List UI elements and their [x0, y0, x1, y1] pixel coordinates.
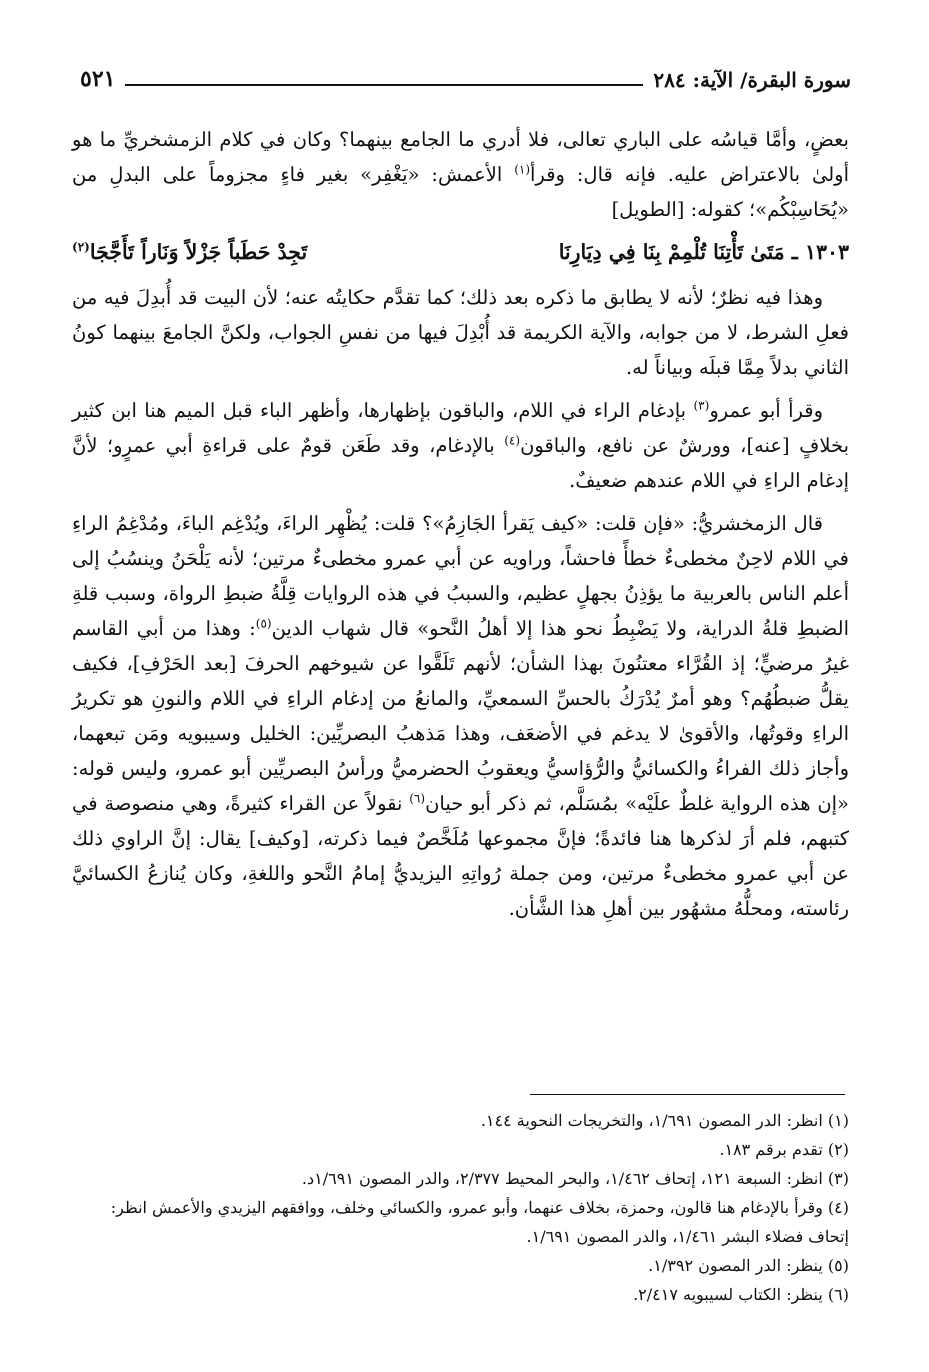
footnote-5: (٥) ينظر: الدر المصون ١/٣٩٢. — [648, 1256, 849, 1275]
running-header — [80, 52, 851, 92]
paragraph-2: وهذا فيه نظرٌ؛ لأنه لا يطابق ما ذكره بعد ذلك؛ كما تقدَّم حكايتُه عنه؛ لأن البيت قد أُبدِلَ فيه من فعلِ الشرط، لا من جوابه، والآية الكريمة قد أُبْدِلَ فيها من نفسِ الجواب، ولكنَّ الجامعَ بينهما كونُ الثاني بدلاً مِمَّا قبلَه وبياناً له. — [72, 286, 849, 379]
page-number: ٥٢١ — [80, 66, 116, 92]
header-rule — [125, 84, 643, 86]
footnote-3: (٣) انظر: السبعة ١٢١، إتحاف ١/٤٦٢، والبحر المحيط ٢/٣٧٧، والدر المصون ١/٦٩١د. — [301, 1169, 849, 1188]
footnotes — [72, 1106, 849, 1309]
paragraph-1: بعضٍ، وأمَّا قياسُه على الباري تعالى، فلا أدري ما الجامع بينهما؟ وكان في كلام الزمشخريِّ ما هو أولىٰ بالاعتراض عليه. فإنه قال: وقرأ$^{(١)}$ الأعمش: «يَغْفِر» بغير فاءٍ مجزوماً على البدلِ من «يُحَاسِبْكُم»؛ كقوله: [الطويل] — [72, 128, 849, 221]
footnote-4: (٤) وقرأ بالإدغام هنا قالون، وحمزة، بخلاف عنهما، وأبو عمرو، والكسائي وخلف، ووافقهم اليزيدي والأعمش انظر: إتحاف فضلاء البشر ١/٤٦١، والدر المصون ١/٦٩١. — [110, 1198, 849, 1246]
footnote-separator — [530, 1094, 845, 1095]
verse-first-hemistich: ١٣٠٣ ـ مَتَىٰ تَأْتِنَا تُلْمِمْ بِنَا فِي دِيَارِنَا — [558, 240, 849, 264]
surah-verse-title: سورة البقرة/ الآية: ٢٨٤ — [653, 68, 851, 92]
paragraph-4: قال الزمخشريُّ: «فإن قلت: «كيف يَقرأ الجَازِمُ»؟ قلت: يُظْهِر الراءَ، ويُدْغِم الباءَ، ومُدْغِمُ الراءِ في اللام لاحِنٌ مخطىءٌ خطأً فاحشاً، وراويه عن أبي عمرو مخطىءٌ مرتين؛ لأنه يَلْحَنُ وينسُبُ إلى أعلم الناس بالعربية ما يؤذِنُ بجهلٍ عظيم، والسببُ في هذه الروايات قِلَّةُ ضبطِ الرواة، وسبب قلةِ الضبطِ قلةُ الدراية، ولا يَضْبِطُ نحو هذا إلا أهلُ النَّحو» قال شهاب الدين$^{(٥)}$: وهذا من أبي القاسم غيرُ مرضيٍّ؛ إذ القُرَّاء معتنُونَ بهذا الشأن؛ لأنهم تَلَقَّوا عن شيوخهم الحرفَ [بعد الحَرْفِ]، فكيف يقلُّ ضبطُهُم؟ وهو أمرٌ يُدْرَكُ بالحسِّ السمعيِّ، والمانعُ من إدغام الراءِ في اللام والنونِ هو تكريرُ الراءِ وقوتُها، والأقوىٰ لا يدغم في الأضعَف، وهذا مَذهبُ البصريِّين: الخليل وسيبويه ومَن تبعهما، وأجاز ذلك الفراءُ والكسائيُّ والرُّؤاسيُّ ويعقوبُ الحضرميُّ ورأسُ البصريِّين أبو عمرو، وليس قوله: «إن هذه الرواية غلطٌ علَيْه» بمُسَلَّم، ثم ذكر أبو حيان$^{(٦)}$ نقولاً عن القراء كثيرةً، وهي منصوصة في كتبهم، فلم أرَ لذكرها هنا فائدةً؛ فإنَّ مجموعها مُلَخَّصٌ فيما ذكرته، [وكيف] يقال: إنَّ الراوي ذلك عن أبي عمرو مخطىءٌ مرتين، ومن جملة رُواتِهِ اليزيديُّ إمامُ النَّحو واللغةِ، وكان يُنازعُ الكسائيَّ رئاسته، ومحلُّهُ مشهُور بين أهلِ هذا الشَّأن. — [72, 512, 849, 920]
poetry-verse — [72, 235, 849, 270]
footnote-6: (٦) ينظر: الكتاب لسيبويه ٢/٤١٧. — [633, 1285, 849, 1304]
paragraph-3: وقرأ أبو عمرو$^{(٣)}$ بإدغام الراء في اللام، والباقون بإظهارها، وأظهر الباء قبل الميم هنا ابن كثير بخلافٍ [عنه]، وورشٌ عن نافع، والباقون$^{(٤)}$ بالإدغام، وقد طَعَن قومٌ على قراءةِ أبي عمرٍو؛ لأنَّ إدغام الراءِ في اللام عندهم ضعيفٌ. — [72, 398, 849, 492]
verse-second-hemistich: تَجِدْ حَطَباً جَزْلاً وَنَاراً تَأَجَّجَا$^{(٢)}$ — [72, 240, 308, 264]
main-text — [72, 122, 849, 934]
footnote-2: (٢) تقدم برقم ١٨٣. — [719, 1140, 849, 1159]
footnote-1: (١) انظر: الدر المصون ١/٦٩١، والتخريجات النحوية ١٤٤. — [480, 1111, 849, 1130]
